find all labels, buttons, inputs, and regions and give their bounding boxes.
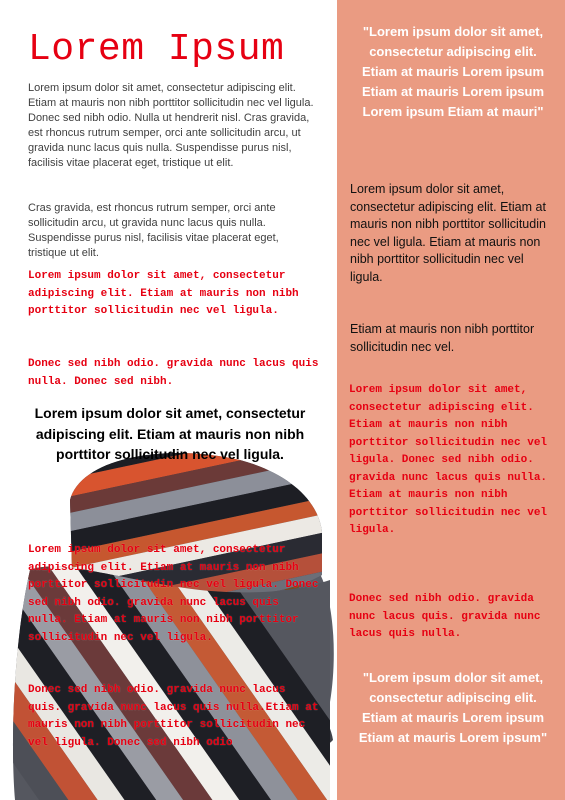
sidebar-mono-paragraph-2: Donec sed nibh odio. gravida nunc lacus quis. gravida nunc lacus quis nulla. (349, 593, 541, 640)
right-sidebar-panel (337, 0, 565, 800)
pull-quote-top: "Lorem ipsum dolor sit amet, consectetur adipiscing elit. Etiam at mauris Lorem ipsum Etiam at mauris Lorem ipsum Lorem ipsum Etiam at mauri" (361, 24, 545, 119)
sidebar-paragraph-1: Lorem ipsum dolor sit amet, consectetur adipiscing elit. Etiam at mauris non nibh porttitor sollicitudin nec vel ligula. Etiam at mauris non nibh porttitor sollicitudin nec vel ligula. (350, 182, 546, 284)
mono-red-paragraph-1: Lorem ipsum dolor sit amet, consectetur adipiscing elit. Etiam at mauris non nibh porttitor sollicitudin nec vel ligula. (28, 270, 299, 317)
mono-red-paragraph-2: Donec sed nibh odio. gravida nunc lacus quis nulla. Donec sed nibh. (28, 358, 319, 388)
sidebar-mono-paragraph-1: Lorem ipsum dolor sit amet, consectetur adipiscing elit. Etiam at mauris non nibh porttitor sollicitudin nec vel ligula. Donec sed nibh odio. gravida nunc lacus quis nulla. Etiam at mauris non nibh porttitor sollicitudin nec vel ligula. (349, 384, 548, 536)
bold-quote: Lorem ipsum dolor sit amet, consectetur adipiscing elit. Etiam at mauris non nibh porttitor sollicitudin nec vel ligula. (34, 405, 306, 462)
mono-red-paragraph-4: Donec sed nibh odio. gravida nunc lacus quis. gravida nunc lacus quis nulla.Etiam at mauris non nibh porttitor sollicitudin nec vel ligula. Donec sed nibh odio (28, 684, 319, 749)
sidebar-paragraph-2: Etiam at mauris non nibh porttitor sollicitudin nec vel. (350, 322, 535, 354)
pull-quote-bottom: "Lorem ipsum dolor sit amet, consectetur adipiscing elit. Etiam at mauris Lorem ipsum Etiam at mauris Lorem ipsum" (358, 670, 548, 745)
mono-red-paragraph-3: Lorem ipsum dolor sit amet, consectetur adipiscing elit. Etiam at mauris non nibh porttitor sollicitudin nec vel ligula. Donec sed nibh odio. gravida nunc lacus quis nulla. Etiam at mauris non nibh porttitor sollicitudin nec vel ligula. (28, 544, 319, 644)
second-paragraph: Cras gravida, est rhoncus rutrum semper, orci ante sollicitudin arcu, ut gravida nunc lacus quis nulla. Suspendisse purus nisl, facilisis vitae placerat eget, tristique ut elit. (28, 202, 279, 259)
intro-paragraph: Lorem ipsum dolor sit amet, consectetur adipiscing elit. Etiam at mauris non nibh porttitor sollicitudin nec vel ligula. Donec sed nibh odio. Nulla ut hendrerit nisl. Cras gravida, est rhoncus rutrum semper, orci ante sollicitudin arcu, ut gravida nunc lacus quis nulla. Suspendisse purus nisl, facilisis vitae placerat eget, tristique ut elit. (28, 82, 314, 169)
page-title: Lorem Ipsum (28, 28, 285, 71)
